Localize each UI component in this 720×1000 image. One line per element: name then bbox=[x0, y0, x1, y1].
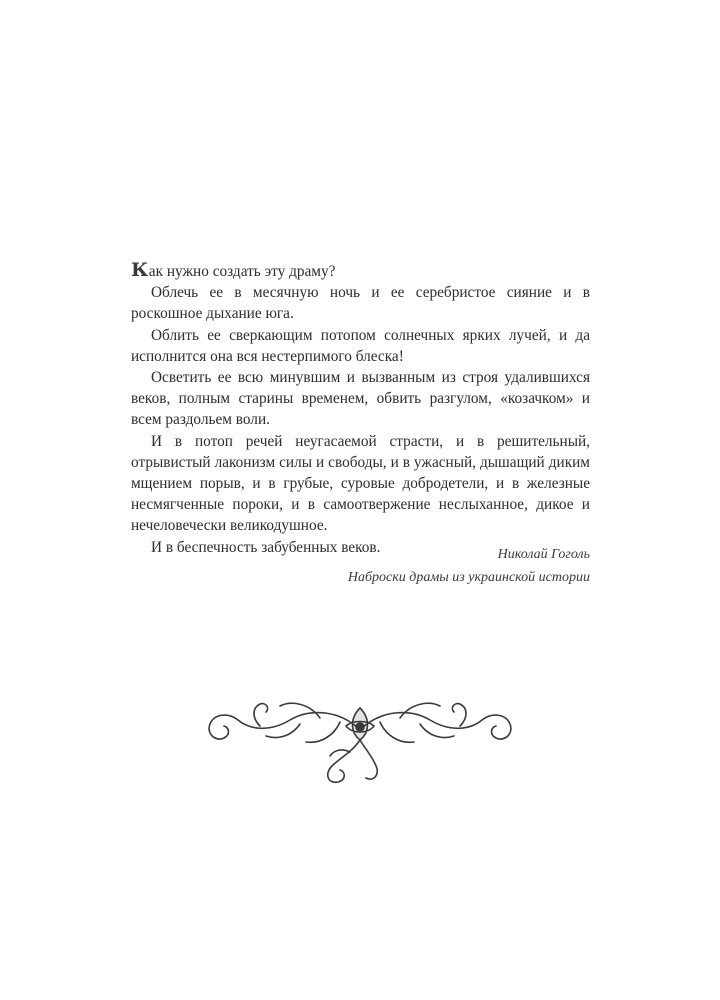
paragraph-1: Облечь ее в месячную ночь и ее серебристое сияние и в роскошное дыхание юга. bbox=[131, 284, 590, 323]
paragraph-2: Облить ее сверкающим потопом солнечных ярких лучей, и да исполнится она вся нестерпимого блеска! bbox=[131, 326, 590, 365]
drop-cap: К bbox=[131, 259, 149, 281]
poem-text bbox=[131, 260, 590, 558]
paragraph-3: Осветить ее всю минувшим и вызванным из строя удалившихся веков, полным старины временем, обвить разгулом, «козачком» и всем раздольем воли. bbox=[131, 369, 590, 429]
paragraph-5: И в беспечность забубенных веков. bbox=[151, 538, 381, 556]
paragraph-4: И в потоп речей неугасаемой страсти, и в решительный, отрывистый лаконизм силы и свободы, и в ужасный, дышащий диким мщением порыв, и в грубые, суровые добродетели, и в железные несмягченные пороки, и в самоотвержение неслыханное, дикое и нечеловечески великодушное. bbox=[131, 432, 590, 535]
floral-scroll-ornament-icon bbox=[200, 690, 520, 790]
source-title: Наброски драмы из украинской истории bbox=[347, 570, 590, 585]
opening-line bbox=[131, 260, 590, 282]
attribution bbox=[210, 543, 590, 589]
opening-line-text: ак нужно создать эту драму? bbox=[148, 263, 336, 280]
author-name: Николай Гоголь bbox=[497, 547, 590, 562]
